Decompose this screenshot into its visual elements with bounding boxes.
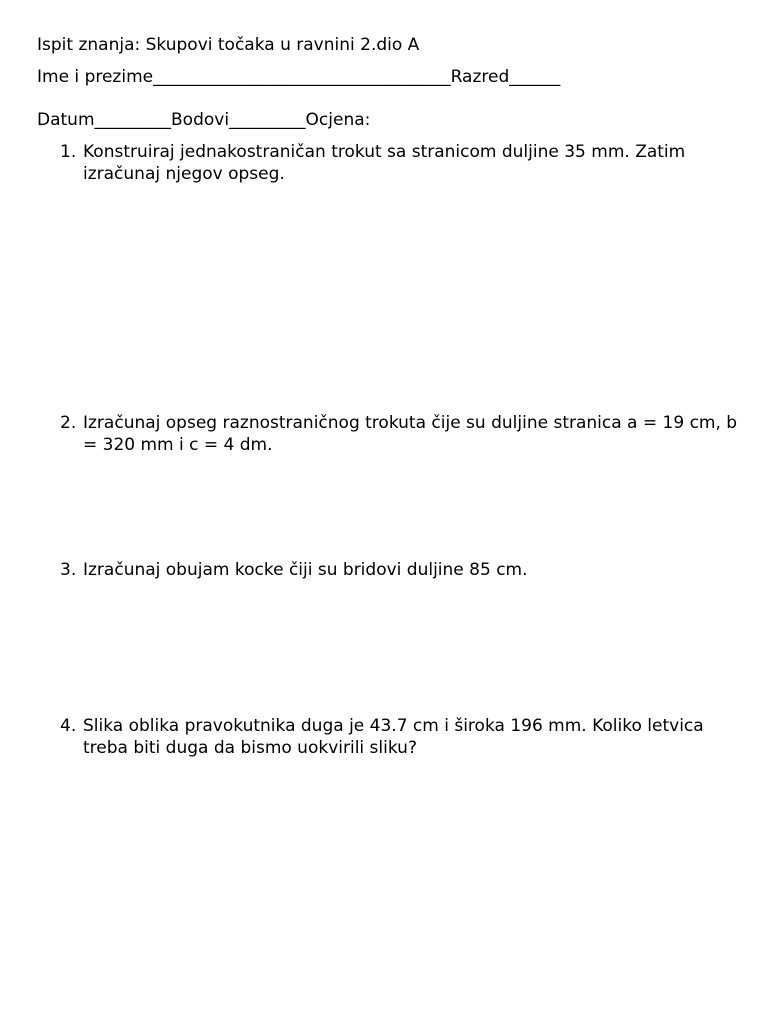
question-1 [60,142,740,185]
question-4 [60,716,740,759]
question-3-text: Izračunaj obujam kocke čiji su bridovi duljine 85 cm. [83,560,528,580]
question-4-number: 4. [60,716,77,736]
question-1-text: Konstruiraj jednakostraničan trokut sa stranicom duljine 35 mm. Zatim izračunaj njegov opseg. [83,142,686,184]
exam-title: Ispit znanja: Skupovi točaka u ravnini 2.dio A [37,35,420,55]
question-2-number: 2. [60,413,77,433]
question-2-text: Izračunaj opseg raznostraničnog trokuta čije su duljine stranica a = 19 cm, b = 320 mm i c = 4 dm. [83,413,738,455]
date-points-grade-line: Datum_________Bodovi_________Ocjena: [37,110,371,130]
question-2 [60,413,740,456]
question-1-number: 1. [60,142,77,162]
name-class-line: Ime i prezime___________________________________Razred______ [37,67,561,87]
question-3 [60,560,740,582]
question-4-text: Slika oblika pravokutnika duga je 43.7 cm i široka 196 mm. Koliko letvica treba biti duga da bismo uokvirili sliku? [83,716,704,758]
question-3-number: 3. [60,560,77,580]
